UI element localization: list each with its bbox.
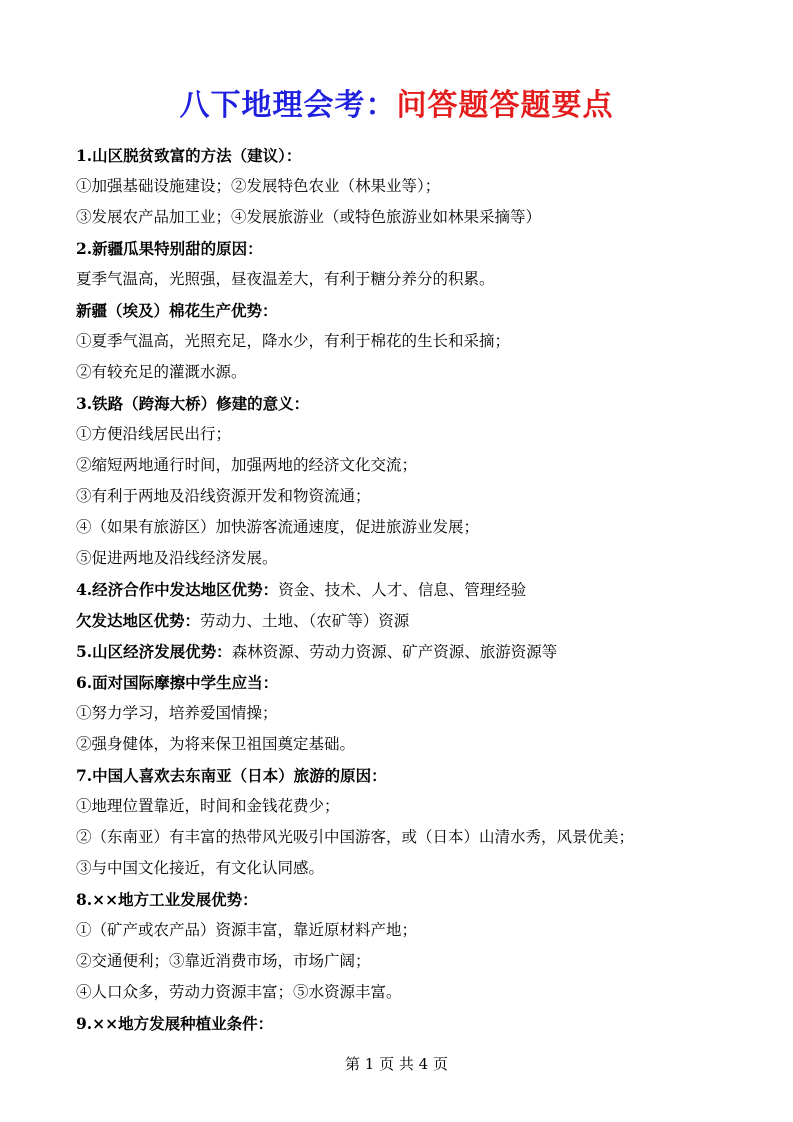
text-line — [76, 326, 736, 357]
body-text: ②缩短两地通行时间，加强两地的经济文化交流； — [76, 456, 418, 474]
heading-text: 3.铁路（跨海大桥）修建的意义： — [76, 394, 310, 413]
heading-text: 8.××地方工业发展优势： — [76, 890, 258, 909]
body-text: ④（如果有旅游区）加快游客流通速度，促进旅游业发展； — [76, 518, 480, 536]
heading-text: 6.面对国际摩擦中学生应当： — [76, 673, 279, 692]
text-line — [76, 512, 736, 543]
text-line — [76, 698, 736, 729]
text-line — [76, 233, 736, 264]
body-text: ①努力学习，培养爱国情操； — [76, 704, 278, 722]
text-line — [76, 388, 736, 419]
body-text: 夏季气温高，光照强，昼夜温差大，有利于糖分养分的积累。 — [76, 270, 495, 288]
text-line — [76, 946, 736, 977]
text-line — [76, 884, 736, 915]
body-text: 森林资源、劳动力资源、矿产资源、旅游资源等 — [231, 643, 558, 661]
text-line — [76, 760, 736, 791]
heading-text: 4.经济合作中发达地区优势： — [76, 580, 279, 599]
page-footer: 第 1 页 共 4 页 — [345, 1055, 448, 1073]
text-line — [76, 481, 736, 512]
text-line — [76, 915, 736, 946]
heading-text: 欠发达地区优势： — [76, 611, 201, 630]
text-line — [76, 791, 736, 822]
heading-text: 1.山区脱贫致富的方法（建议）： — [76, 146, 302, 165]
text-line — [76, 853, 736, 884]
heading-text: 新疆（埃及）棉花生产优势： — [76, 301, 278, 320]
text-line — [76, 357, 736, 388]
text-line — [76, 450, 736, 481]
text-line — [76, 605, 736, 636]
body-text: ②（东南亚）有丰富的热带风光吸引中国游客，或（日本）山清水秀，风景优美； — [76, 828, 635, 846]
text-line — [76, 140, 736, 171]
text-line — [76, 636, 736, 667]
text-line — [76, 202, 736, 233]
text-line — [76, 977, 736, 1008]
text-line — [76, 667, 736, 698]
body-text: 资金、技术、人才、信息、管理经验 — [278, 581, 527, 599]
text-line — [76, 1008, 736, 1039]
heading-text: 5.山区经济发展优势： — [76, 642, 232, 661]
text-line — [76, 729, 736, 760]
body-text: ⑤促进两地及沿线经济发展。 — [76, 549, 278, 567]
body-text: ③发展农产品加工业；④发展旅游业（或特色旅游业如林果采摘等） — [76, 208, 542, 226]
title-part-2: 问答题答题要点 — [396, 88, 614, 123]
body-text: ③与中国文化接近，有文化认同感。 — [76, 859, 325, 877]
body-text: ①（矿产或农产品）资源丰富，靠近原材料产地； — [76, 921, 418, 939]
body-text: ③有利于两地及沿线资源开发和物资流通； — [76, 487, 371, 505]
text-line — [76, 295, 736, 326]
text-line — [76, 171, 736, 202]
text-line — [76, 264, 736, 295]
body-text: ②强身健体，为将来保卫祖国奠定基础。 — [76, 735, 356, 753]
heading-text: 7.中国人喜欢去东南亚（日本）旅游的原因： — [76, 766, 387, 785]
text-line — [76, 822, 736, 853]
text-line — [76, 574, 736, 605]
body-text: 劳动力、土地、（农矿等）资源 — [200, 612, 410, 630]
body-text: ②有较充足的灌溉水源。 — [76, 363, 247, 381]
text-line — [76, 419, 736, 450]
heading-text: 2.新疆瓜果特别甜的原因： — [76, 239, 263, 258]
title-part-1: 八下地理会考： — [179, 88, 397, 123]
body-text: ①夏季气温高，光照充足，降水少，有利于棉花的生长和采摘； — [76, 332, 511, 350]
document-body — [76, 140, 736, 1039]
body-text: ①方便沿线居民出行； — [76, 425, 232, 443]
heading-text: 9.××地方发展种植业条件： — [76, 1014, 274, 1033]
text-line — [76, 543, 736, 574]
body-text: ②交通便利；③靠近消费市场，市场广阔； — [76, 952, 371, 970]
body-text: ①地理位置靠近，时间和金钱花费少； — [76, 797, 340, 815]
body-text: ①加强基础设施建设；②发展特色农业（林果业等）； — [76, 177, 441, 195]
body-text: ④人口众多，劳动力资源丰富；⑤水资源丰富。 — [76, 983, 402, 1001]
page-title — [0, 86, 793, 126]
